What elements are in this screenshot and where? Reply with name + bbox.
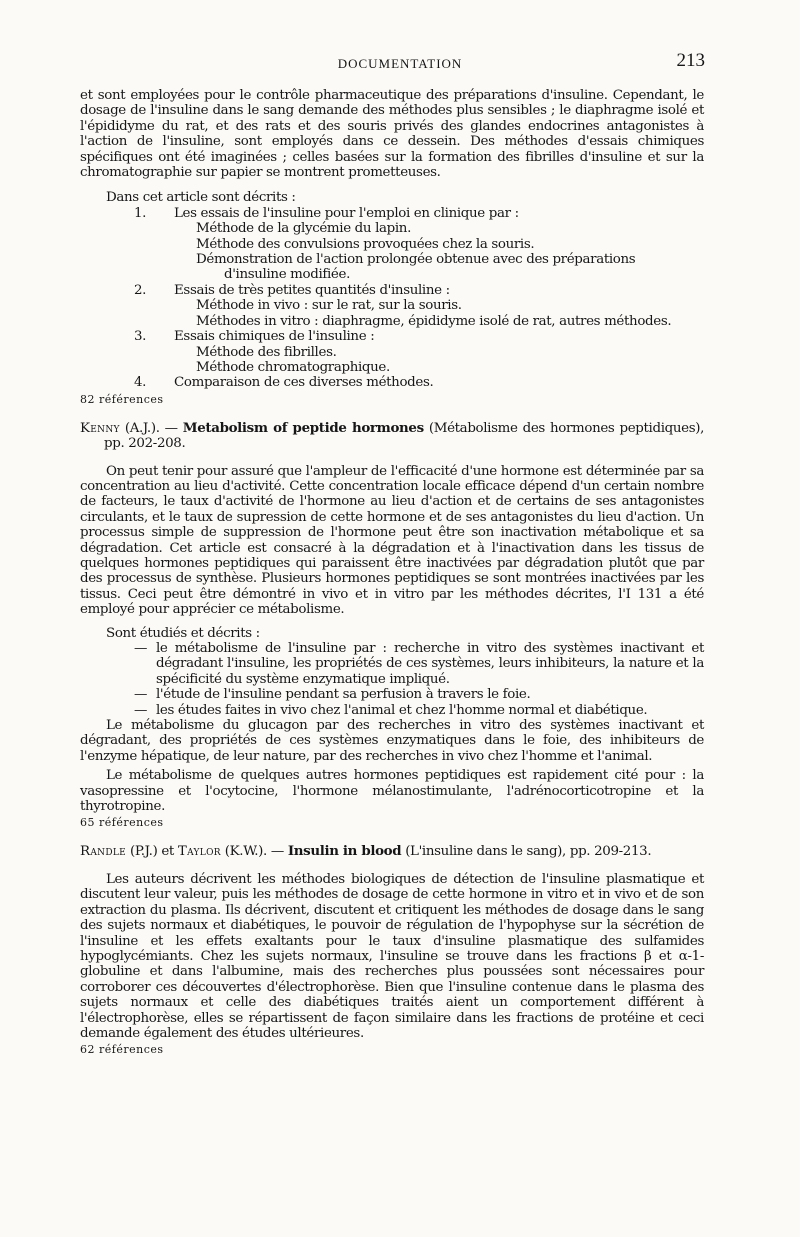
toc-item [80, 283, 704, 329]
toc-sub: Méthode chromatographique. [196, 359, 390, 375]
article1-references: 82 références [80, 392, 164, 406]
list-item: — le métabolisme de l'insuline par : recherche in vitro des systèmes inactivant et dégradant l'insuline, les propriétés de ces systèmes, leurs inhibiteurs, la nature et la spécificité du système enzymatique impliqué. [134, 641, 704, 687]
article3-heading [80, 844, 704, 859]
article1-toc [80, 206, 704, 391]
translation-pages: (Métabolisme des hormones peptidiques), pp. 202-208. [104, 420, 704, 452]
page-content [80, 88, 704, 1057]
toc-item [80, 206, 704, 283]
toc-number: 1. [134, 205, 147, 221]
toc-title: Essais chimiques de l'insuline : [174, 329, 375, 345]
toc-number: 4. [134, 375, 147, 391]
author-name: Taylor [177, 844, 221, 860]
list-item-text: les études faites in vivo chez l'animal et chez l'homme normal et diabétique. [156, 702, 648, 718]
author-initials: (A.J.). [124, 420, 160, 436]
toc-title: Essais de très petites quantités d'insuline : [174, 282, 450, 298]
article3-references: 62 références [80, 1043, 164, 1057]
author-name: Randle [80, 844, 127, 860]
list-item: — les études faites in vivo chez l'animal et chez l'homme normal et diabétique. [134, 702, 648, 718]
article-kenny [80, 421, 704, 831]
article2-paragraph: On peut tenir pour assuré que l'ampleur de l'efficacité d'une hormone est déterminée par sa concentration au lieu d'activité. Cette concentration locale efficace dépend d'un certain nombre de facteurs, le taux d'activité de l'hormone au lieu d'action et de certains de ses antagonistes circulants, et le taux de supression de cette hormone et de ses antagonistes du lieu d'action. Un processus simple de suppression de l'hormone peut être son inactivation métabolique et sa dégradation. Cet article est consacré à la dégradation et à l'inactivation dans les tissus de quelques hormones peptidiques qui paraissent être inactivées par dégradation plutôt que par des processus de synthèse. Plusieurs hormones peptidiques se sont montrées inactivées par les tissus. Ceci peut être démontré in vivo et in vitro par les méthodes décrites, l'I 131 a été employé pour apprécier ce métabolisme. [80, 463, 704, 618]
list-item-text: le métabolisme de l'insuline par : recherche in vitro des systèmes inactivant et dégradant l'insuline, les propriétés de ces systèmes, leurs inhibiteurs, la nature et la spécificité du système enzymatique impliqué. [156, 641, 704, 687]
toc-item [80, 329, 704, 375]
page-number: 213 [676, 50, 705, 71]
toc-title: Comparaison de ces diverses méthodes. [174, 375, 434, 391]
article2-paragraph: Le métabolisme du glucagon par des recherches in vitro des systèmes inactivant et dégradant, des propriétés de ces systèmes enzymatiques dans le foie, des inhibiteurs de l'enzyme hépatique, de leur nature, par des recherches in vivo chez l'homme et l'animal. [80, 718, 704, 764]
page-header [0, 50, 800, 74]
author-conjunction: et [161, 844, 174, 860]
list-item: — l'étude de l'insuline pendant sa perfusion à travers le foie. [134, 687, 531, 703]
article2-references: 65 références [80, 816, 164, 830]
running-title: DOCUMENTATION [337, 56, 463, 71]
toc-number: 3. [134, 329, 147, 345]
toc-sub: Méthode de la glycémie du lapin. [196, 221, 411, 237]
article-randle-taylor [80, 844, 704, 1057]
toc-sub: Démonstration de l'action prolongée obtenue avec des préparations [196, 252, 636, 268]
toc-number: 2. [134, 282, 147, 298]
author-initials: (K.W.). [224, 844, 267, 860]
separator-dash: — [164, 420, 178, 436]
article2-list [80, 641, 704, 718]
article1-opening: et sont employées pour le contrôle pharmaceutique des préparations d'insuline. Cependant, le dosage de l'insuline dans le sang demande des méthodes plus sensibles ; le diaphragme isolé et l'épididyme du rat, et des rats et des souris privés des glandes endocrines antagonistes à l'action de l'insuline, sont employés dans ce dessein. Des méthodes d'essais chimiques spécifiques ont été imaginées ; celles basées sur la formation des fibrilles d'insuline et sur la chromatographie sur papier se montrent prometteuses. [80, 88, 704, 181]
toc-sub: d'insuline modifiée. [224, 267, 350, 283]
article3-paragraph: Les auteurs décrivent les méthodes biologiques de détection de l'insuline plasmatique et discutent leur valeur, puis les méthodes de dosage de cette hormone in vitro et in vivo et de son extraction du plasma. Ils décrivent, discutent et critiquent les méthodes de dosage dans le sang des sujets normaux et diabétiques, le pouvoir de régulation de l'hypophyse sur la sécrétion de l'insuline et les effets exaltants pour le taux d'insuline plasmatique des sulfamides hypoglycémiants. Chez les sujets normaux, l'insuline se trouve dans les fractions β et α-1-globuline et dans l'albumine, mais des recherches plus poussées sont nécessaires pour corroborer ces découvertes d'électrophorèse. Bien que l'insuline contenue dans le plasma des sujets normaux et celle des diabétiques traités aient un comportement différent à l'électrophorèse, elles se répartissent de façon similaire dans les fractions de protéine et ceci demande également des études ultérieures. [80, 871, 704, 1041]
toc-item [80, 375, 704, 390]
toc-title: Les essais de l'insuline pour l'emploi en clinique par : [174, 205, 519, 221]
separator-dash: — [270, 844, 284, 860]
article-title: Metabolism of peptide hormones [182, 419, 424, 436]
list-item-text: l'étude de l'insuline pendant sa perfusion à travers le foie. [156, 687, 531, 703]
article2-heading [80, 421, 704, 452]
toc-sub: Méthode in vivo : sur le rat, sur la souris. [196, 298, 462, 314]
author-initials: (P.J.) [129, 844, 158, 860]
article2-paragraph: Le métabolisme de quelques autres hormones peptidiques est rapidement cité pour : la vasopressine et l'ocytocine, l'hormone mélanostimulante, l'adrénocorticotropine et la thyrotropine. [80, 768, 704, 815]
translation-pages: (L'insuline dans le sang), pp. 209-213. [405, 844, 652, 860]
toc-sub: Méthodes in vitro : diaphragme, épididyme isolé de rat, autres méthodes. [196, 313, 672, 329]
article1-toc-intro: Dans cet article sont décrits : [106, 190, 296, 206]
article2-list-intro: Sont étudiés et décrits : [106, 625, 260, 641]
article-insulin-assay [80, 88, 704, 407]
article-title: Insulin in blood [287, 843, 402, 860]
toc-sub: Méthode des fibrilles. [196, 344, 337, 360]
author-name: Kenny [80, 420, 120, 436]
toc-sub: Méthode des convulsions provoquées chez la souris. [196, 236, 535, 252]
